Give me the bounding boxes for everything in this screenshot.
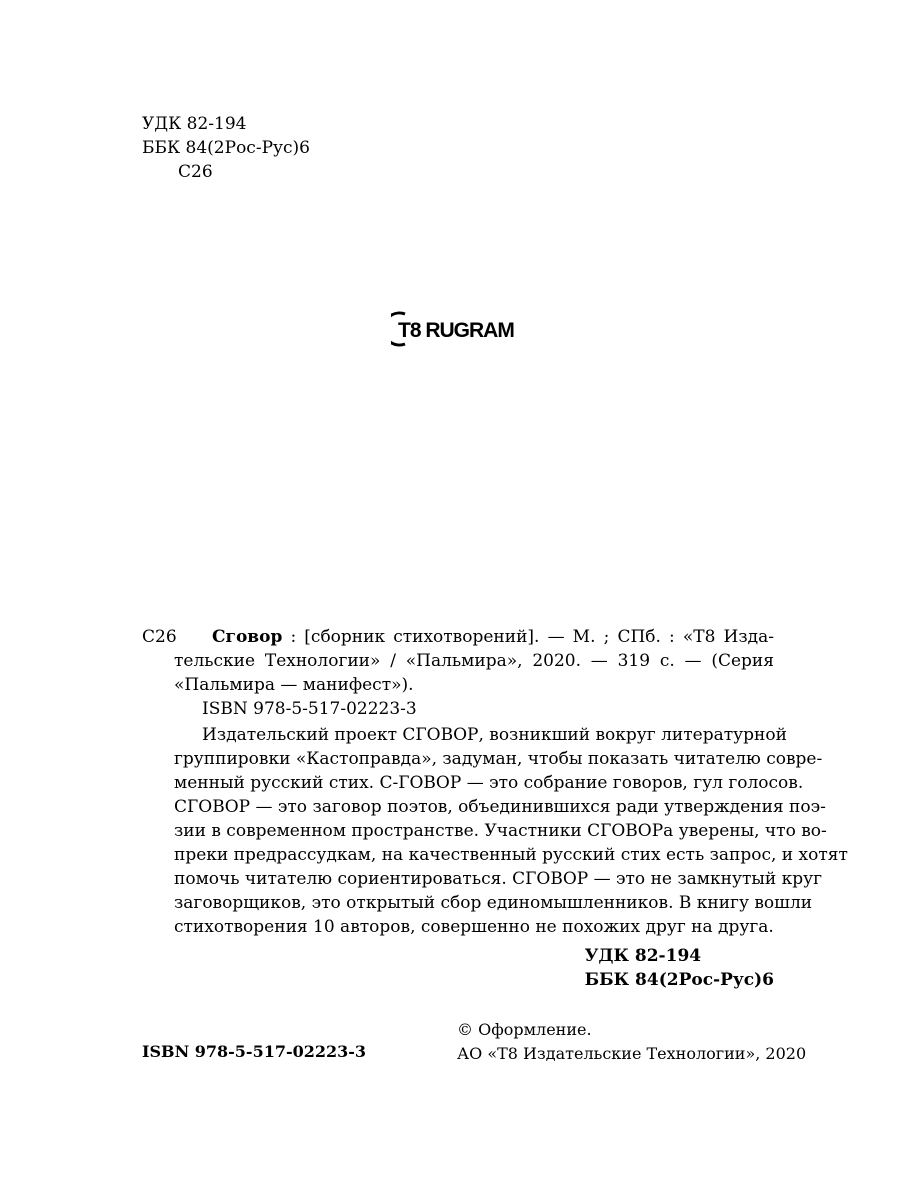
annotation-line: группировки «Кастоправда», задуман, чтобы показать читателю совре- — [174, 749, 823, 769]
footer-isbn: ISBN 978-5-517-02223-3 — [142, 1042, 367, 1061]
classification-bottom — [585, 944, 774, 992]
biblio-description-line2: тельские Технологии» / «Пальмира», 2020. — 319 с. — (Серия — [174, 651, 774, 671]
annotation — [142, 723, 848, 939]
author-mark: С26 — [178, 162, 213, 182]
bibliographic-record — [142, 625, 848, 939]
logo-text: T8 RUGRAM — [398, 319, 514, 342]
udk-code: УДК 82-194 — [142, 114, 247, 134]
classification-header — [142, 112, 310, 184]
copyright-line2: АО «Т8 Издательские Технологии», 2020 — [457, 1044, 807, 1063]
annotation-line: менный русский стих. С-ГОВОР — это собрание говоров, гул голосов. — [174, 773, 804, 793]
copyright-notice — [457, 1018, 806, 1066]
biblio-line1-rest: : [сборник стихотворений]. — М. ; СПб. : «Т8 Изда- — [282, 627, 774, 647]
copyright-line1: © Оформление. — [457, 1020, 592, 1039]
biblio-description-line1 — [212, 625, 774, 649]
biblio-code: С26 — [142, 627, 177, 647]
biblio-first-line — [142, 625, 774, 649]
annotation-line: преки предрассудкам, на качественный русский стих есть запрос, и хотят — [174, 845, 848, 865]
t8-rugram-logo — [391, 308, 531, 348]
t8-rugram-logo-icon — [391, 308, 531, 348]
annotation-line: СГОВОР — это заговор поэтов, объединившихся ради утверждения поэ- — [174, 797, 826, 817]
biblio-description-line3: «Пальмира — манифест»). — [174, 675, 414, 695]
biblio-isbn: ISBN 978-5-517-02223-3 — [202, 699, 417, 719]
udk-code-bottom: УДК 82-194 — [584, 946, 702, 966]
annotation-line: помочь читателю сориентироваться. СГОВОР — это не замкнутый круг — [174, 869, 823, 889]
annotation-line: заговорщиков, это открытый сбор единомышленников. В книгу вошли — [174, 893, 813, 913]
book-title: Сговор — [212, 627, 283, 647]
annotation-line: стихотворения 10 авторов, совершенно не похожих друг на друга. — [174, 917, 774, 937]
annotation-line: Издательский проект СГОВОР, возникший вокруг литературной — [202, 725, 787, 745]
bbk-code: ББК 84(2Рос-Рус)6 — [142, 138, 310, 158]
bbk-code-bottom: ББК 84(2Рос-Рус)6 — [584, 970, 774, 990]
annotation-line: зии в современном пространстве. Участники СГОВОРа уверены, что во- — [174, 821, 827, 841]
